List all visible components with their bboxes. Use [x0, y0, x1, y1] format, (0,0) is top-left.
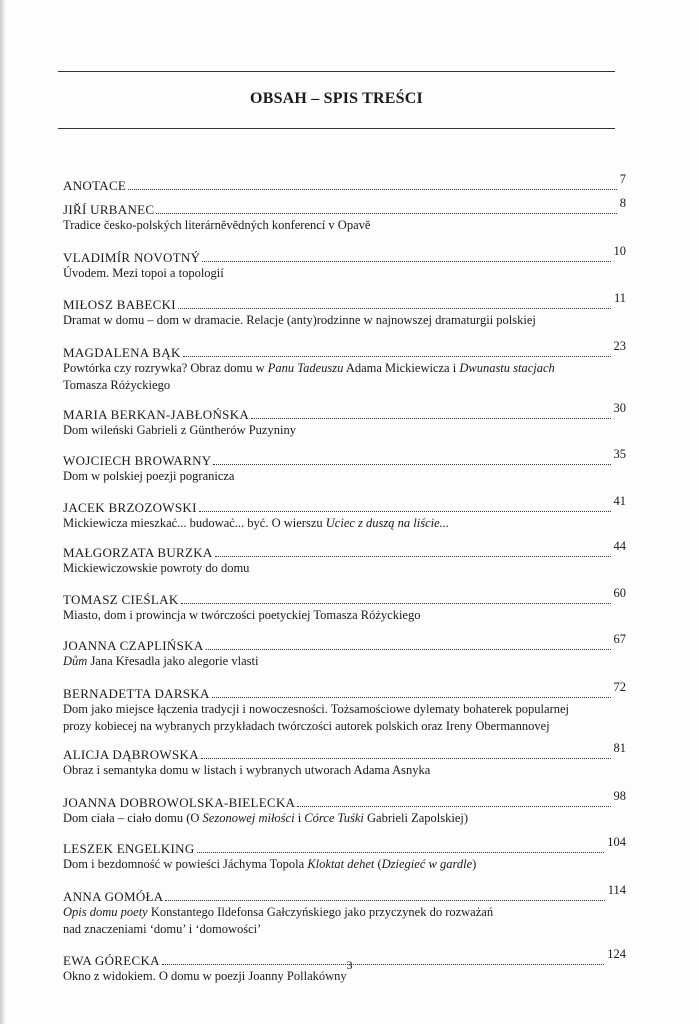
italic-title: Dům — [63, 654, 88, 668]
toc-entry-description — [63, 653, 626, 670]
toc-entry — [63, 586, 626, 624]
toc-author: JOANNA CZAPLIŃSKA — [63, 638, 204, 653]
toc-entry-description — [63, 515, 626, 532]
description-text: Dom wileński Gabrieli z Güntherów Puzyniny — [63, 423, 296, 437]
page-number: 3 — [346, 958, 353, 972]
description-text: nad znaczeniami ‘domu’ i ‘domowości’ — [63, 922, 262, 936]
description-text: ) — [472, 857, 477, 871]
toc-author: ALICJA DĄBROWSKA — [63, 747, 199, 762]
description-text: Obraz i semantyka domu w listach i wybranych utworach Adama Asnyka — [63, 763, 431, 777]
toc-page-number: 30 — [613, 401, 626, 415]
toc-page-number: 11 — [613, 291, 626, 305]
description-text: Dramat w domu – dom w dramacie. Relacje (anty)rodzinne w najnowszej dramaturgii polskiej — [63, 313, 536, 327]
toc-author: MARIA BERKAN-JABŁOŃSKA — [63, 407, 250, 422]
italic-title: Dwunastu stacjach — [459, 361, 555, 375]
toc-author: LESZEK ENGELKING — [63, 841, 195, 856]
toc-entry-description — [63, 217, 626, 234]
dot-leader — [128, 189, 617, 190]
description-text: prozy kobiecej na wybranych przykładach twórczości autorek polskich oraz Ireny Obermannovej — [63, 719, 550, 733]
toc-page-number: 23 — [613, 339, 626, 353]
page-edge-shadow — [0, 0, 6, 1024]
dot-leader — [206, 649, 611, 650]
description-text: i — [294, 811, 305, 825]
toc-page-number: 35 — [613, 447, 626, 461]
dot-leader — [178, 308, 611, 309]
toc-page-number: 81 — [613, 741, 626, 755]
toc-page-number: 41 — [613, 494, 626, 508]
toc-page-number: 124 — [607, 947, 626, 961]
description-text: Adama Mickiewicza i — [343, 361, 460, 375]
toc-author: EWA GÓRECKA — [63, 953, 160, 968]
toc-page-number: 60 — [613, 586, 626, 600]
italic-title: Kloktat dehet — [307, 857, 375, 871]
toc-page-number: 114 — [607, 883, 626, 897]
toc-entry-description — [63, 377, 626, 394]
toc-entry — [63, 244, 626, 282]
italic-title: Opis domu poety — [63, 905, 148, 919]
toc-entry — [63, 680, 626, 735]
toc-author: JOANNA DOBROWOLSKA-BIELECKA — [63, 795, 296, 810]
toc-page-number: 104 — [607, 835, 626, 849]
toc-entry — [63, 789, 626, 827]
toc-page-number: 98 — [613, 789, 626, 803]
toc-entry — [63, 172, 626, 193]
description-text: Mickiewicza mieszkać... budować... być. O wierszu — [63, 516, 326, 530]
dot-leader — [183, 356, 611, 357]
toc-page-number: 7 — [619, 172, 626, 186]
toc-entry — [63, 632, 626, 670]
toc-entry-heading — [63, 244, 626, 265]
toc-entry-description — [63, 468, 626, 485]
description-text: Mickiewiczowskie powroty do domu — [63, 561, 250, 575]
description-text: Jana Křesadla jako alegorie vlasti — [87, 654, 259, 668]
description-text: Dom jako miejsce łączenia tradycji i nowoczesności. Tożsamościowe dylematy bohaterek popularnej — [63, 702, 570, 716]
dot-leader — [215, 556, 611, 557]
dot-leader — [165, 900, 604, 901]
toc-page-number: 8 — [619, 196, 626, 210]
table-of-contents — [63, 172, 626, 985]
toc-entry-heading — [63, 883, 626, 904]
toc-entry-description — [63, 312, 626, 329]
toc-entry-heading — [63, 586, 626, 607]
toc-entry — [63, 339, 626, 394]
dot-leader — [202, 261, 610, 262]
toc-author: ANNA GOMÓŁA — [63, 889, 164, 904]
toc-author: JIŘÍ URBANEC — [63, 202, 155, 217]
toc-entry-heading — [63, 339, 626, 360]
page-title: OBSAH – SPIS TREŚCI — [250, 90, 423, 107]
toc-author: MAGDALENA BĄK — [63, 345, 181, 360]
toc-entry-description — [63, 921, 626, 938]
description-text: Miasto, dom i prowincja w twórczości poetyckiej Tomasza Różyckiego — [63, 608, 421, 622]
toc-entry-description — [63, 560, 626, 577]
toc-entry-description — [63, 607, 626, 624]
dot-leader — [181, 603, 611, 604]
toc-author: ANOTACE — [63, 178, 127, 193]
toc-entry-description — [63, 265, 626, 282]
italic-title: Dziegieć w gardle — [381, 857, 473, 871]
dot-leader — [251, 418, 610, 419]
toc-entry-description — [63, 810, 626, 827]
toc-entry-description — [63, 718, 626, 735]
toc-entry-heading — [63, 789, 626, 810]
toc-author: MAŁGORZATA BURZKA — [63, 545, 213, 560]
toc-entry-heading — [63, 447, 626, 468]
description-text: Dom i bezdomność w powieści Jáchyma Topola — [63, 857, 308, 871]
dot-leader — [201, 758, 611, 759]
toc-entry — [63, 494, 626, 532]
description-text: Tomasza Różyckiego — [63, 378, 171, 392]
italic-title: Panu Tadeuszu — [267, 361, 344, 375]
dot-leader — [156, 213, 616, 214]
toc-entry-description — [63, 422, 626, 439]
toc-entry — [63, 401, 626, 439]
toc-entry-description — [63, 904, 626, 921]
toc-entry-heading — [63, 291, 626, 312]
description-text: Dom w polskiej poezji pogranicza — [63, 469, 235, 483]
dot-leader — [212, 697, 611, 698]
toc-page-number: 67 — [613, 632, 626, 646]
toc-entry — [63, 883, 626, 938]
description-text: Okno z widokiem. O domu w poezji Joanny Pollakówny — [63, 969, 347, 983]
toc-entry-heading — [63, 680, 626, 701]
top-rule — [58, 71, 615, 72]
dot-leader — [199, 511, 611, 512]
italic-title: Uciec z duszą na liście... — [325, 516, 450, 530]
toc-entry-heading — [63, 539, 626, 560]
toc-author: BERNADETTA DARSKA — [63, 686, 210, 701]
description-text: Powtórka czy rozrywka? Obraz domu w — [63, 361, 268, 375]
toc-entry-heading — [63, 632, 626, 653]
toc-entry-heading — [63, 401, 626, 422]
toc-author: WOJCIECH BROWARNY — [63, 453, 212, 468]
description-text: Tradice česko-polských literárněvědných konferencí v Opavě — [63, 218, 371, 232]
toc-author: JACEK BRZOZOWSKI — [63, 500, 197, 515]
bottom-rule — [58, 128, 615, 129]
toc-entry-description — [63, 360, 626, 377]
dot-leader — [197, 852, 605, 853]
description-text: Dom ciała – ciało domu (O — [63, 811, 203, 825]
toc-entry-description — [63, 762, 626, 779]
toc-entry-heading — [63, 494, 626, 515]
toc-entry — [63, 196, 626, 234]
toc-entry-description — [63, 856, 626, 873]
dot-leader — [297, 806, 610, 807]
toc-page-number: 44 — [613, 539, 626, 553]
toc-entry — [63, 835, 626, 873]
toc-entry — [63, 539, 626, 577]
italic-title: Sezonowej miłości — [202, 811, 295, 825]
description-text: Konstantego Ildefonsa Gałczyńskiego jako przyczynek do rozważań — [147, 905, 494, 919]
toc-entry-description — [63, 701, 626, 718]
toc-entry-heading — [63, 172, 626, 193]
toc-entry-heading — [63, 741, 626, 762]
italic-title: Córce Tuśki — [304, 811, 364, 825]
toc-entry — [63, 447, 626, 485]
description-text: Úvodem. Mezi topoi a topologií — [63, 266, 224, 280]
toc-author: MIŁOSZ BABECKI — [63, 297, 176, 312]
toc-entry-heading — [63, 835, 626, 856]
toc-entry — [63, 291, 626, 329]
toc-author: VLADIMÍR NOVOTNÝ — [63, 250, 201, 265]
toc-author: TOMASZ CIEŚLAK — [63, 592, 179, 607]
toc-page-number: 72 — [613, 680, 626, 694]
description-text: ( — [374, 857, 382, 871]
toc-entry-heading — [63, 196, 626, 217]
toc-entry — [63, 741, 626, 779]
toc-page-number: 10 — [613, 244, 626, 258]
description-text: Gabrieli Zapolskiej) — [363, 811, 469, 825]
dot-leader — [213, 464, 610, 465]
